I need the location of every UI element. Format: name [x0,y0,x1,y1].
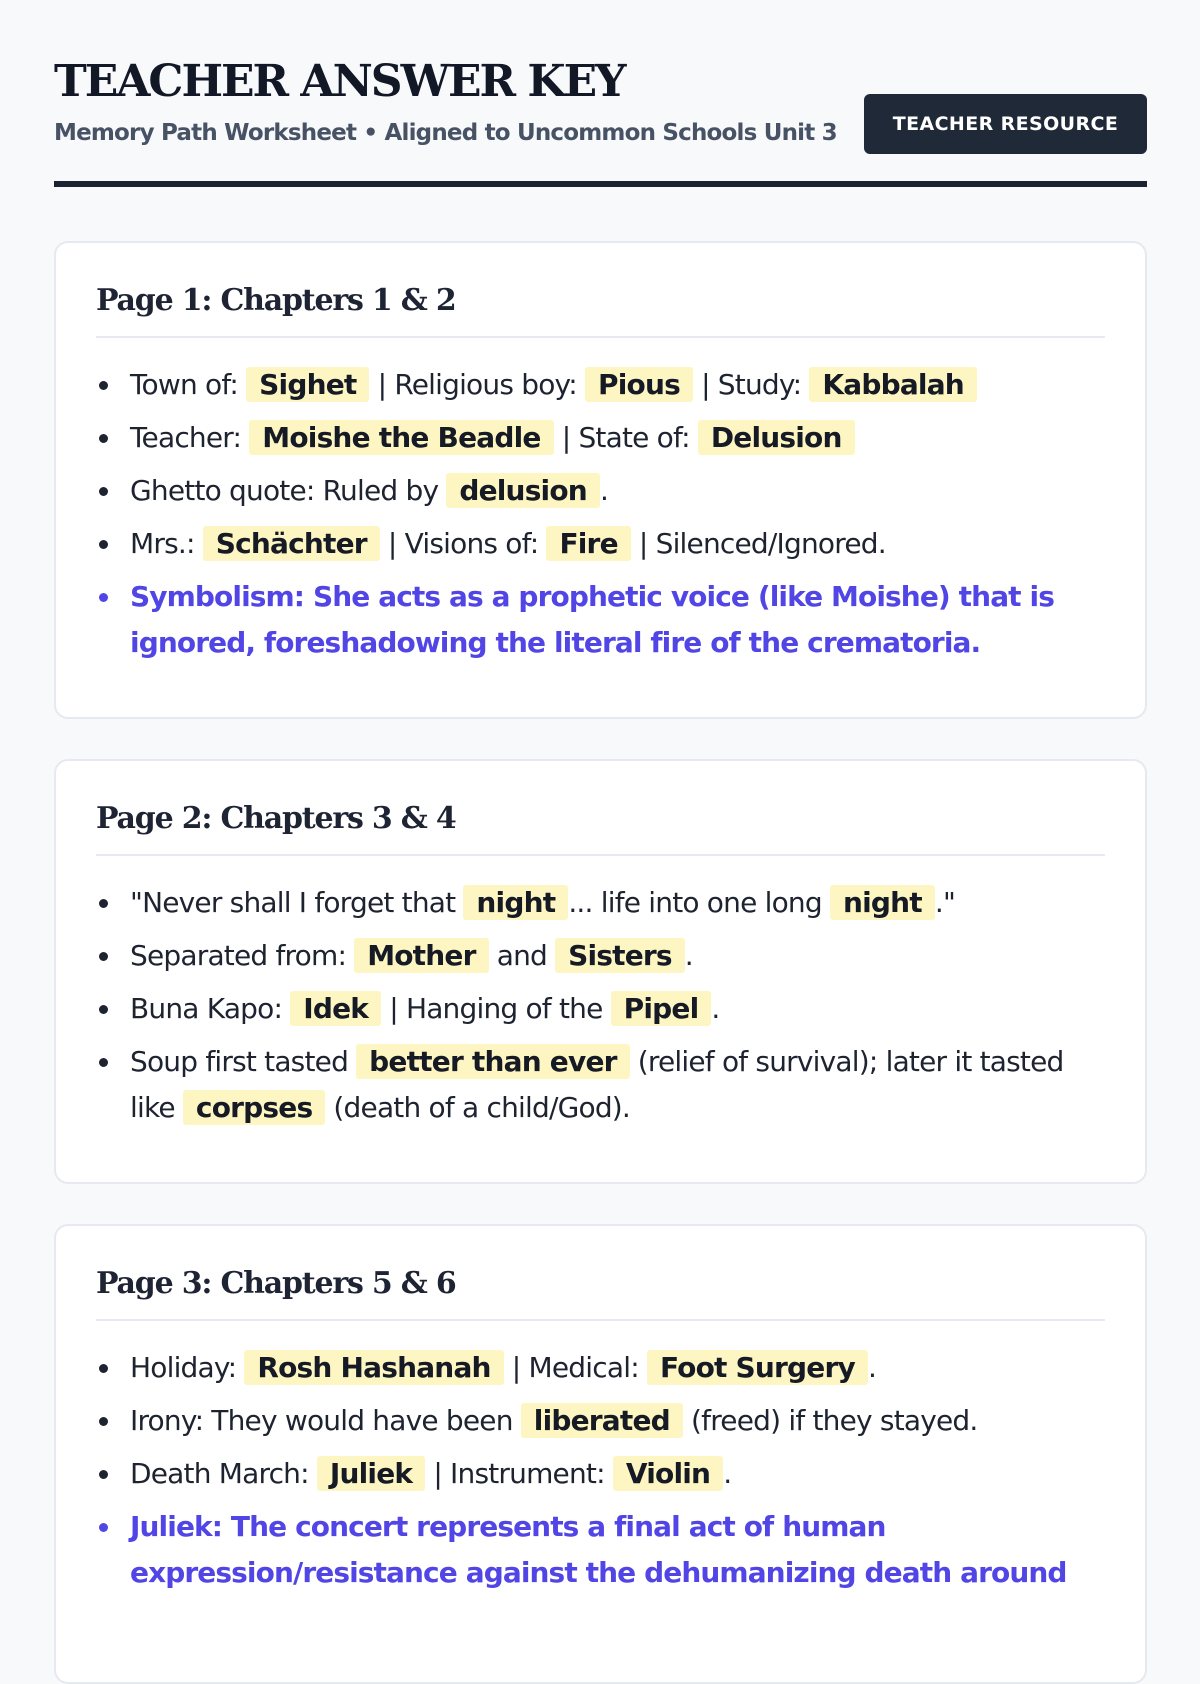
card-title: Page 1: Chapters 1 & 2 [96,283,1105,338]
answer-item [96,1039,1105,1131]
chapter-card-1 [54,241,1147,719]
answer-highlight: delusion [446,473,600,508]
answer-highlight: Idek [290,991,381,1026]
answer-highlight: better than ever [356,1044,630,1079]
answer-list [96,1345,1105,1596]
answer-item [96,362,1105,408]
answer-highlight: Juliek [317,1456,425,1491]
item-text: | State of: [553,421,698,454]
answer-item [96,415,1105,461]
card-title: Page 3: Chapters 5 & 6 [96,1266,1105,1321]
item-text: . [684,939,693,972]
item-text: "Never shall I forget that [130,886,464,919]
item-text: (freed) if they stayed. [682,1404,978,1437]
item-text: . [599,474,609,507]
answer-list [96,880,1105,1131]
answer-item [96,521,1105,567]
item-text: . [723,1457,732,1490]
answer-highlight: Delusion [698,420,855,455]
page-title: TEACHER ANSWER KEY [54,56,625,107]
answer-item [96,1398,1105,1444]
page-subtitle: Memory Path Worksheet • Aligned to Uncommon Schools Unit 3 [54,120,837,146]
item-text: ... life into one long [568,886,830,919]
answer-highlight: Kabbalah [809,367,977,402]
symbolism-note [96,1504,1105,1596]
answer-highlight: Pious [585,367,693,402]
item-text: | Medical: [503,1351,647,1384]
item-text: Death March: [130,1457,317,1490]
item-text: ." [934,886,956,919]
item-text: (death of a child/God). [325,1091,631,1124]
answer-highlight: liberated [521,1403,683,1438]
item-text: . [711,992,720,1025]
symbolism-note [96,574,1105,666]
answer-item [96,933,1105,979]
card-title: Page 2: Chapters 3 & 4 [96,801,1105,856]
item-text: (relief of survival); later it tasted like [130,1045,1064,1124]
item-text: | Religious boy: [369,368,585,401]
chapter-card-3 [54,1224,1147,1684]
answer-item [96,1345,1105,1391]
item-text: | Hanging of the [381,992,611,1025]
note-text: Juliek: The concert represents a final act of human expression/resistance against the dehumanizing death around [130,1510,1067,1589]
item-text: Buna Kapo: [130,992,291,1025]
chapter-card-2 [54,759,1147,1184]
item-text: Separated from: [130,939,355,972]
note-text: Symbolism: She acts as a prophetic voice (like Moishe) that is ignored, foreshadowing the literal fire of the crematoria. [130,580,1054,659]
answer-highlight: Pipel [611,991,712,1026]
answer-highlight: corpses [183,1090,325,1125]
teacher-resource-badge: TEACHER RESOURCE [864,94,1147,154]
item-text: | Instrument: [425,1457,613,1490]
answer-highlight: Fire [546,526,630,561]
answer-item [96,468,1105,514]
answer-highlight: night [830,885,935,920]
item-text: Town of: [130,368,247,401]
item-text: Ghetto quote: Ruled by [130,474,447,507]
answer-item [96,880,1105,926]
item-text: | Study: [692,368,810,401]
answer-highlight: Rosh Hashanah [244,1350,503,1385]
answer-highlight: night [463,885,568,920]
item-text: and [488,939,556,972]
item-text: | Visions of: [379,527,547,560]
answer-item [96,986,1105,1032]
item-text: Holiday: [130,1351,245,1384]
answer-highlight: Mother [354,938,488,973]
answer-key-page [54,0,1147,1589]
item-text: . [867,1351,877,1384]
answer-item [96,1451,1105,1497]
item-text: | Silenced/Ignored. [630,527,886,560]
answer-highlight: Foot Surgery [647,1350,868,1385]
page-header [54,0,1147,187]
item-text: Irony: They would have been [130,1404,521,1437]
answer-highlight: Moishe the Beadle [249,420,553,455]
item-text: Soup first tasted [130,1045,357,1078]
answer-highlight: Violin [613,1456,723,1491]
answer-list [96,362,1105,666]
item-text: Mrs.: [130,527,203,560]
answer-highlight: Sisters [555,938,685,973]
answer-highlight: Schächter [203,526,380,561]
item-text: Teacher: [130,421,250,454]
answer-highlight: Sighet [246,367,369,402]
